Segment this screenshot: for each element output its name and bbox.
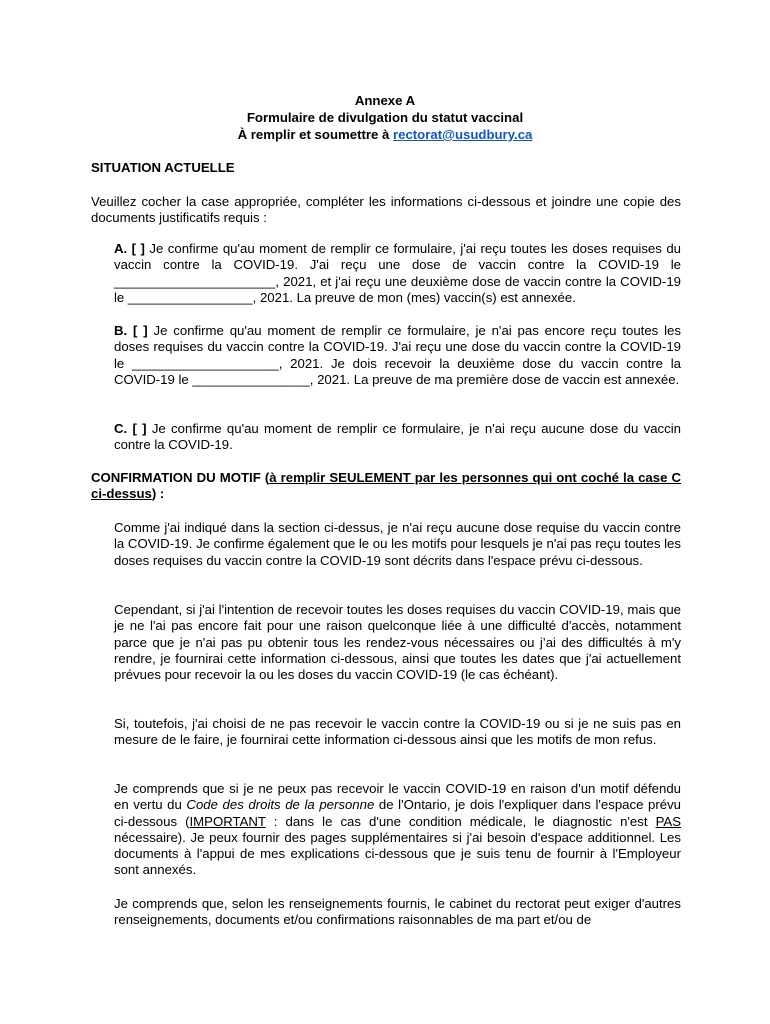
paragraph-4: Je comprends que si je ne peux pas recevoir le vaccin COVID-19 en raison d'un motif défendu en vertu du Code des droits de la personne de l'Ontario, je dois l'expliquer dans l'espace prévu ci-dessous (IMPORTANT : dans le cas d'une condition médicale, le diagnostic n'est PAS nécessaire). Je peux fournir des pages supplémentaires si j'ai besoin d'espace additionnel. Les documents à l'appui de mes explications ci-dessous que je suis tenu de fournir à l'Employeur sont annexés. <box>114 781 682 878</box>
important-note: IMPORTANT <box>189 813 266 829</box>
section-title-current-situation: SITUATION ACTUELLE <box>91 160 235 175</box>
form-title: Formulaire de divulgation du statut vaccinal <box>246 110 524 125</box>
option-c <box>114 421 681 454</box>
option-b-checkbox[interactable]: B. [ ] <box>114 323 148 338</box>
paragraph-1: Comme j'ai indiqué dans la section ci-dessus, je n'ai reçu aucune dose requise du vaccin contre la COVID-19. Je confirme également que le ou les motifs pour lesquels je n'ai pas reçu toutes les doses requises du vaccin contre la COVID-19 sont décrits dans l'espace prévu ci-dessous. <box>114 520 681 568</box>
annex-title: Annexe A <box>354 93 416 108</box>
email-link[interactable]: rectorat@usudbury.ca <box>392 127 533 142</box>
paragraph-5: Je comprends que, selon les renseignements fournis, le cabinet du rectorat peut exiger d'autres renseignements, documents et/ou confirmations raisonnables de ma part et/ou de <box>114 896 681 928</box>
intro-paragraph: Veuillez cocher la case appropriée, compléter les informations ci-dessous et joindre une copie des documents justificatifs requis : <box>91 194 681 226</box>
option-a <box>114 241 681 306</box>
paragraph-2: Cependant, si j'ai l'intention de recevoir toutes les doses requises du vaccin COVID-19, mais que je ne l'ai pas encore fait pour une raison quelconque liée à une difficulté d'accès, notamment parce que je n'ai pas pu obtenir tous les rendez-vous nécessaires ou j’ai des difficultés à m'y rendre, je fournirai cette information ci-dessous, ainsi que toutes les dates que j'ai actuellement prévues pour recevoir la ou les doses du vaccin COVID-19 (le cas échéant). <box>114 602 681 683</box>
option-b <box>114 323 681 388</box>
option-b-text: Je confirme qu'au moment de remplir ce formulaire, je n'ai pas encore reçu toutes les doses requises du vaccin contre la COVID-19. J'ai reçu une dose du vaccin contre la COVID-19 le ____________________, 2021. Je dois recevoir la deuxième dose du vaccin contre la COVID-19 le ________________, 2021. La preuve de ma première dose de vaccin est annexée. <box>114 323 681 387</box>
option-a-text: Je confirme qu'au moment de remplir ce formulaire, j'ai reçu toutes les doses requises du vaccin contre la COVID-19. J'ai reçu une dose de vaccin contre la COVID-19 le ______________________, 2021, et j'ai reçu une deuxième dose de vaccin contre la COVID-19 le _________________, 2021. La preuve de mon (mes) vaccin(s) est annexée. <box>114 241 681 305</box>
document-header <box>0 92 770 143</box>
option-c-text: Je confirme qu'au moment de remplir ce formulaire, je n'ai reçu aucune dose du vaccin contre la COVID-19. <box>114 421 681 453</box>
paragraph-3: Si, toutefois, j'ai choisi de ne pas recevoir le vaccin contre la COVID-19 ou si je ne suis pas en mesure de le faire, je fournirai cette information ci-dessous ainsi que les motifs de mon refus. <box>114 716 681 748</box>
option-c-checkbox[interactable]: C. [ ] <box>114 421 147 436</box>
option-a-checkbox[interactable]: A. [ ] <box>114 241 145 256</box>
section-title-reason-confirmation: CONFIRMATION DU MOTIF (à remplir SEULEMENT par les personnes qui ont coché la case C ci-dessus) : <box>91 470 682 502</box>
submit-instruction: À remplir et soumettre à rectorat@usudbury.ca <box>237 127 533 142</box>
